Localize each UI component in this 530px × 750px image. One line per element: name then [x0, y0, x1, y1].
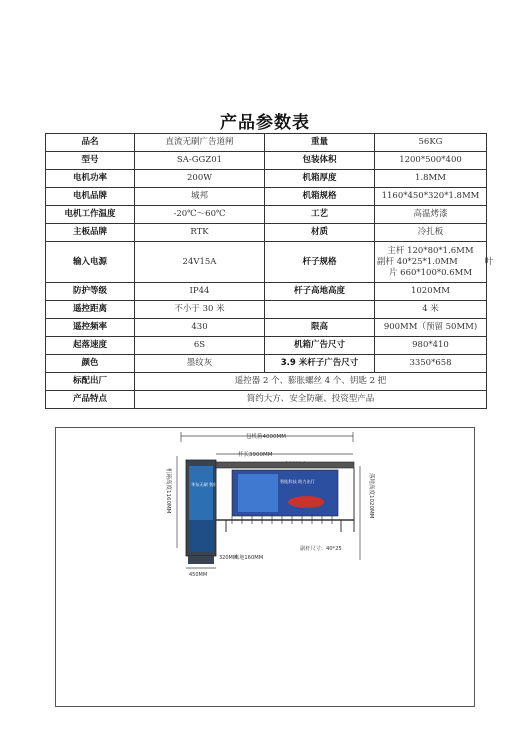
features-row	[46, 391, 487, 409]
spec-row	[46, 283, 487, 301]
ground-height-label: 离地160MM	[234, 555, 264, 561]
spec-row	[46, 170, 487, 188]
spec-label: 包装体积	[265, 152, 375, 170]
spec-label: 电机品牌	[46, 188, 135, 206]
spec-row	[46, 188, 487, 206]
spec-label: 起落速度	[46, 337, 135, 355]
spec-value: 980*410	[375, 337, 487, 355]
spec-label: 限高	[265, 319, 375, 337]
floor-height-label: 落地高度1020MM	[368, 473, 374, 519]
spec-label: 机箱规格	[265, 188, 375, 206]
spec-value: 简约大方、安全防砸、投资型产品	[135, 391, 487, 409]
spec-label: 颜色	[46, 355, 135, 373]
spec-value: 3350*658	[375, 355, 487, 373]
spec-label: 主板品牌	[46, 224, 135, 242]
spec-label: 产品特点	[46, 391, 135, 409]
accessories-row	[46, 373, 487, 391]
spec-label: 输入电源	[46, 242, 135, 283]
pole-spec-line: 片 660*100*0.6MM	[388, 267, 473, 278]
spec-value: 直流无刷广告道闸	[135, 134, 265, 152]
product-diagram	[55, 427, 475, 707]
spec-value: 6S	[135, 337, 265, 355]
spec-value: 1.8MM	[375, 170, 487, 188]
spec-label: 杆子高地高度	[265, 283, 375, 301]
spec-label: 材质	[265, 224, 375, 242]
spec-value: 430	[135, 319, 265, 337]
spec-value: IP44	[135, 283, 265, 301]
base-width-label: 320MM	[219, 555, 238, 561]
spec-row	[46, 152, 487, 170]
spec-value: 4 米	[375, 301, 487, 319]
spec-label: 3.9 米杆子广告尺寸	[265, 355, 375, 373]
spec-value: 不小于 30 米	[135, 301, 265, 319]
pole-spec-line: 副杆 40*25*1.0MM 叶	[377, 256, 494, 267]
spec-label: 机箱厚度	[265, 170, 375, 188]
spec-row	[46, 224, 487, 242]
spec-value: 900MM（预留 50MM)	[375, 319, 487, 337]
spec-value: 200W	[135, 170, 265, 188]
spec-value: 24V15A	[135, 242, 265, 283]
cabinet-width-label: 450MM	[189, 572, 208, 578]
spec-table	[45, 133, 494, 409]
spec-row	[46, 134, 487, 152]
pole-length-label: 杆长3900MM	[238, 452, 273, 458]
spec-value: 1160*450*320*1.8MM	[375, 188, 487, 206]
spec-value: 冷扎板	[375, 224, 487, 242]
pole-spec-line: 主杆 120*80*1.6MM	[387, 245, 474, 256]
spec-label: 电机功率	[46, 170, 135, 188]
spec-label: 电机工作温度	[46, 206, 135, 224]
spec-label: 机箱广告尺寸	[265, 337, 375, 355]
pole-spec-value	[375, 242, 494, 283]
spec-row	[46, 355, 487, 373]
cabinet-ad-text: 华东无刷 智能道闸	[191, 482, 226, 487]
spec-row	[46, 301, 487, 319]
spec-label: 品名	[46, 134, 135, 152]
spec-value: 遥控器 2 个、膨胀螺丝 4 个、钥匙 2 把	[135, 373, 487, 391]
box-length-label: 包机箱4000MM	[246, 434, 286, 440]
spec-value: 高温烤漆	[375, 206, 487, 224]
spec-label: 杆子规格	[265, 242, 375, 283]
spec-label: 型号	[46, 152, 135, 170]
spec-value: 56KG	[375, 134, 487, 152]
spec-value: SA-GGZ01	[135, 152, 265, 170]
spec-label: 遥控频率	[46, 319, 135, 337]
main-pole	[216, 462, 354, 468]
spec-row	[46, 242, 487, 283]
spec-row	[46, 206, 487, 224]
spec-value: -20℃～60℃	[135, 206, 265, 224]
spec-label: 工艺	[265, 206, 375, 224]
spec-value: RTK	[135, 224, 265, 242]
spec-row	[46, 337, 487, 355]
spec-label	[265, 301, 375, 319]
pole-ad-text: 智能科技 助力出行	[280, 479, 315, 484]
spec-label: 标配出厂	[46, 373, 135, 391]
page-title: 产品参数表	[220, 113, 310, 133]
sub-pole-label: 副杆尺寸：40*25	[300, 546, 342, 552]
spec-row	[46, 319, 487, 337]
spec-label: 遥控距离	[46, 301, 135, 319]
barrier-gate-drawing	[56, 428, 474, 706]
cabinet-height-label: 机箱高度1160MM	[165, 468, 171, 514]
spec-label: 重量	[265, 134, 375, 152]
spec-value: 1200*500*400	[375, 152, 487, 170]
spec-label: 防护等级	[46, 283, 135, 301]
spec-value: 城邦	[135, 188, 265, 206]
spec-value: 墨纹灰	[135, 355, 265, 373]
spec-value: 1020MM	[375, 283, 487, 301]
